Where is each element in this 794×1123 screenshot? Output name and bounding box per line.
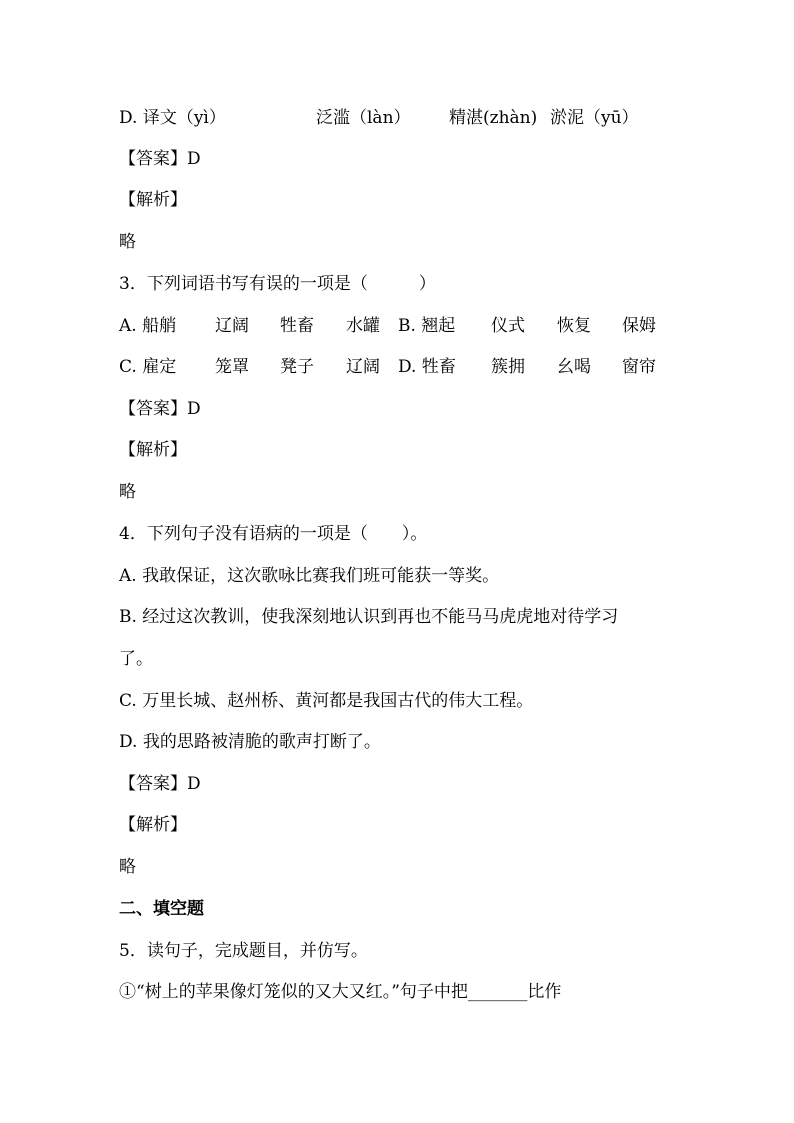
q3-word: 凳子 [280,357,314,377]
q4-analysis-heading: 【解析】 [119,815,187,835]
q2-option-d-word3: 精湛(zhàn) [449,108,538,128]
q3-word: 水罐 [346,316,380,336]
q3-option-a: A. 船艄 [119,316,177,336]
q2-analysis-heading: 【解析】 [119,190,187,210]
q3-word: 牲畜 [280,316,314,336]
q2-analysis: 略 [119,232,136,252]
section-heading: 二、填空题 [119,899,204,919]
q4-option-c: C. 万里长城、赵州桥、黄河都是我国古代的伟大工程。 [119,691,534,711]
q5-question: 5．读句子，完成题目，并仿写。 [119,941,368,961]
q4-option-a: A. 我敢保证，这次歌咏比赛我们班可能获一等奖。 [119,566,500,586]
q3-answer: 【答案】D [119,399,201,419]
q4-answer: 【答案】D [119,774,201,794]
q3-analysis-heading: 【解析】 [119,440,187,460]
q3-word: 恢复 [557,316,591,336]
q3-word: 仪式 [491,316,525,336]
q3-word: 辽阔 [215,316,249,336]
q3-word: 簇拥 [491,357,525,377]
q3-option-b: B. 翘起 [398,316,456,336]
q3-word: 保姆 [622,316,656,336]
q4-analysis: 略 [119,857,136,877]
q3-option-d: D. 牲畜 [398,357,456,377]
q3-word: 窗帘 [622,357,656,377]
q3-word: 幺喝 [557,357,591,377]
q2-option-d-word2: 泛滥（làn） [316,108,411,128]
q4-option-b-line2: 了。 [119,649,153,669]
q2-option-d-word1: D. 译文（yì） [119,108,226,128]
q3-question: 3．下列词语书写有误的一项是（ ） [119,274,436,294]
q3-word: 笼罩 [215,357,249,377]
q4-question: 4．下列句子没有语病的一项是（ ）。 [119,524,428,544]
q3-word: 辽阔 [346,357,380,377]
q4-option-b-line1: B. 经过这次教训，使我深刻地认识到再也不能马马虎虎地对待学习 [119,607,619,627]
q4-option-d: D. 我的思路被清脆的歌声打断了。 [119,732,381,752]
q2-answer: 【答案】D [119,149,201,169]
q2-option-d-word4: 淤泥（yū） [550,108,639,128]
q3-analysis: 略 [119,482,136,502]
q5-item1: ①“树上的苹果像灯笼似的又大又红。”句子中把_______比作 [119,982,562,1002]
q3-option-c: C. 雇定 [119,357,177,377]
